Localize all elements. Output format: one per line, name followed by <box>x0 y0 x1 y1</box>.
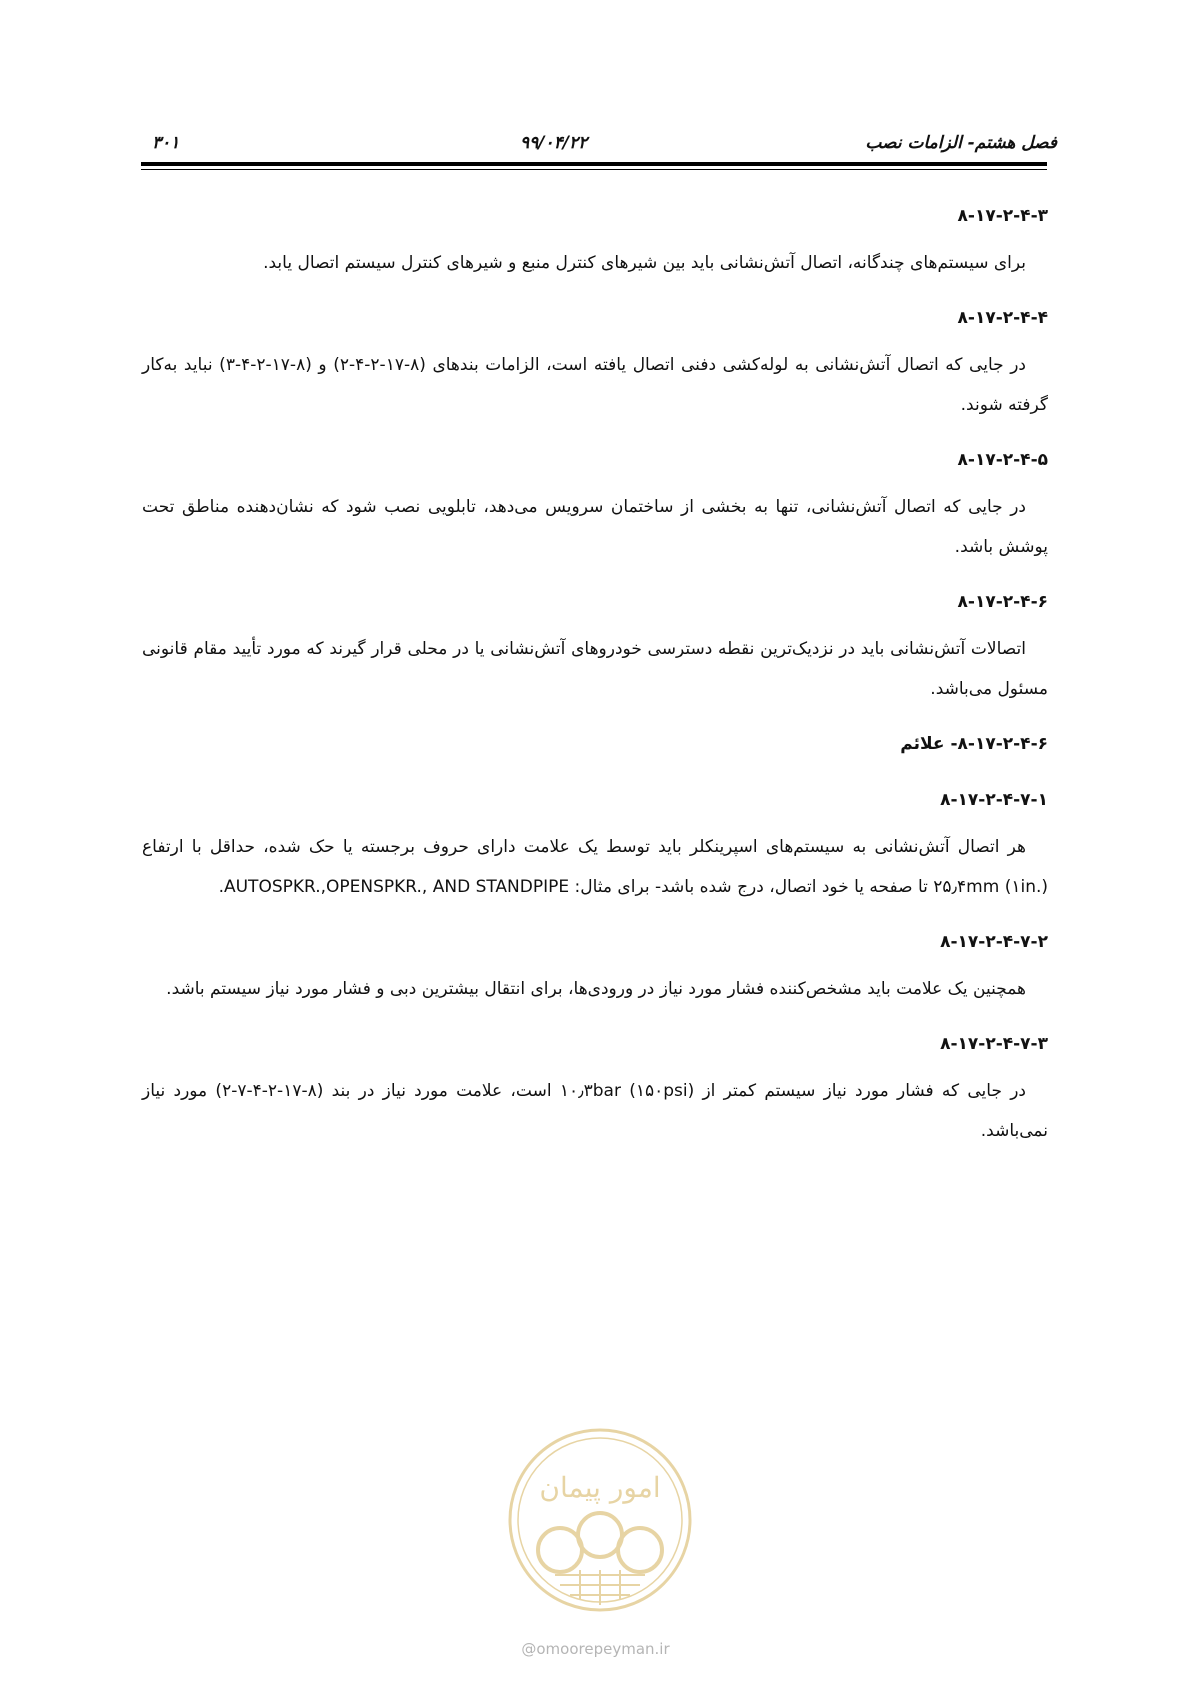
section-heading: ۸-۱۷-۲-۴-۳ <box>957 206 1048 226</box>
section <box>142 305 1048 425</box>
section <box>142 929 1048 1009</box>
section-heading: ۸-۱۷-۲-۴-۴ <box>957 308 1048 328</box>
section-heading: ۸-۱۷-۲-۴-۷-۳ <box>940 1034 1048 1054</box>
section-paragraph: در جایی که اتصال آتش‌نشانی به لوله‌کشی دفنی اتصال یافته است، الزامات بندهای (۸-۱۷-۲-۴-۲) و (۸-۱۷-۲-۴-۳) نباید به‌کار گرفته شوند. <box>142 355 1048 415</box>
section <box>142 1031 1048 1151</box>
section-paragraph: در جایی که فشار مورد نیاز سیستم کمتر از ۱۰٫۳bar (۱۵۰psi) است، علامت مورد نیاز در بند (۸-۱۷-۲-۴-۷-۲) مورد نیاز نمی‌باشد. <box>142 1081 1048 1141</box>
section-paragraph: اتصالات آتش‌نشانی باید در نزدیک‌ترین نقطه دسترسی خودروهای آتش‌نشانی یا در محلی قرار گیرند که مورد تأیید مقام قانونی مسئول می‌باشد. <box>142 639 1048 699</box>
section-heading: ۸-۱۷-۲-۴-۵ <box>957 450 1048 470</box>
section-heading: ۸-۱۷-۲-۴-۷-۱ <box>940 790 1048 810</box>
header-date: ۹۹/۰۴/۲۲ <box>520 133 588 153</box>
section-heading: ۸-۱۷-۲-۴-۷-۲ <box>940 932 1048 952</box>
section-paragraph: برای سیستم‌های چندگانه، اتصال آتش‌نشانی باید بین شیرهای کنترل منبع و شیرهای کنترل سیستم اتصال یابد. <box>263 253 1026 273</box>
section-heading: ۸-۱۷-۲-۴-۶ <box>957 592 1048 612</box>
watermark-url: @omoorepeyman.ir <box>521 1640 670 1658</box>
header-rule-thin <box>141 169 1047 170</box>
section-paragraph: در جایی که اتصال آتش‌نشانی، تنها به بخشی از ساختمان سرویس می‌دهد، تابلویی نصب شود که نشان‌دهنده مناطق تحت پوشش باشد. <box>142 497 1048 557</box>
section-paragraph: هر اتصال آتش‌نشانی به سیستم‌های اسپرینکلر باید توسط یک علامت دارای حروف برجسته یا حک شده، حداقل با ارتفاع ۲۵٫۴mm (۱in.) تا صفحه یا خود اتصال، درج شده باشد- برای مثال: AUTOSPKR.,OPENSPKR., AND STANDPIPE. <box>142 837 1048 897</box>
header-rule-thick <box>141 162 1047 166</box>
watermark-logo-text: امور پیمان <box>539 1471 661 1504</box>
section-paragraph: همچنین یک علامت باید مشخص‌کننده فشار مورد نیاز در ورودی‌ها، برای انتقال بیشترین دبی و فشار مورد نیاز سیستم باشد. <box>166 979 1026 999</box>
subsection-title: ۸-۱۷-۲-۴-۶- علائم <box>900 734 1048 754</box>
chapter-title: فصل هشتم- الزامات نصب <box>865 133 1057 153</box>
section <box>142 731 1048 757</box>
section <box>142 589 1048 709</box>
section <box>142 787 1048 907</box>
document-body <box>142 203 1048 1173</box>
section <box>142 203 1048 283</box>
watermark-logo <box>505 1425 695 1615</box>
page-number: ۳۰۱ <box>152 133 180 153</box>
section <box>142 447 1048 567</box>
